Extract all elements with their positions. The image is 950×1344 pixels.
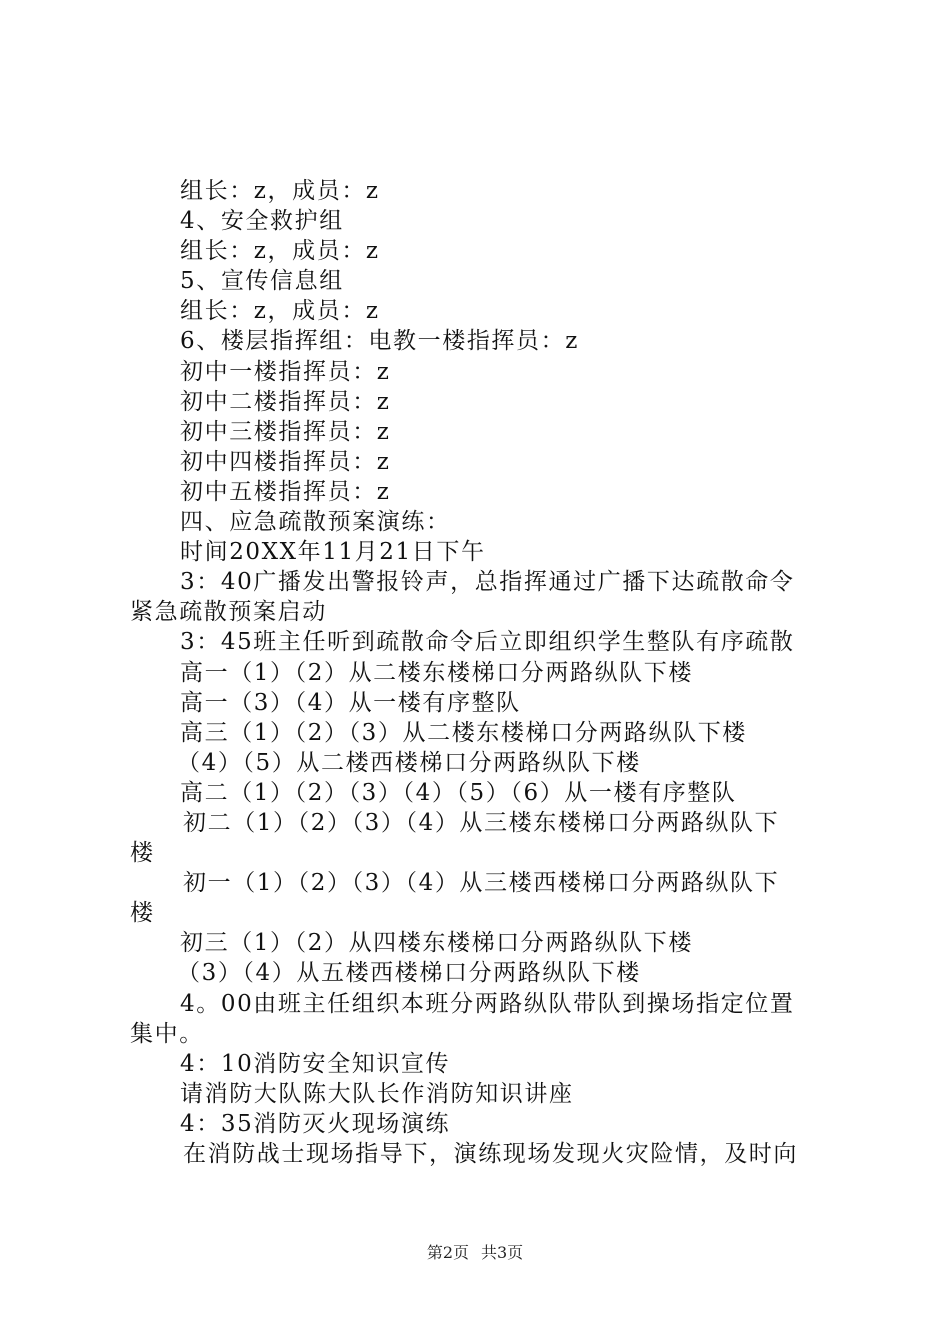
text-line: 高一（3）（4）从一楼有序整队 bbox=[180, 689, 521, 716]
text-line: 楼 bbox=[130, 900, 155, 927]
text-line: 初一（1）（2）（3）（4）从三楼西楼梯口分两路纵队下 bbox=[183, 870, 780, 897]
page-number: 第2页 bbox=[426, 1243, 469, 1262]
text-line: 初中四楼指挥员：z bbox=[180, 448, 391, 475]
text-line: 组长：z，成员：z bbox=[180, 238, 380, 265]
text-line: 楼 bbox=[130, 840, 155, 867]
text-line: 组长：z，成员：z bbox=[180, 298, 380, 325]
text-line: 4、安全救护组 bbox=[180, 208, 344, 235]
text-line: 3：45班主任听到疏散命令后立即组织学生整队有序疏散 bbox=[180, 629, 795, 656]
text-line: 初中一楼指挥员：z bbox=[180, 358, 391, 385]
text-line: 紧急疏散预案启动 bbox=[130, 599, 327, 626]
text-line: 4：35消防灭火现场演练 bbox=[180, 1110, 451, 1137]
text-line: 4：10消防安全知识宣传 bbox=[180, 1050, 451, 1077]
text-line: 时间20XX年11月21日下午 bbox=[180, 539, 486, 566]
text-line: 高二（1）（2）（3）（4）（5）（6）从一楼有序整队 bbox=[180, 779, 737, 806]
text-line: 初中二楼指挥员：z bbox=[180, 388, 391, 415]
text-line: 在消防战士现场指导下，演练现场发现火灾险情，及时向 bbox=[183, 1141, 798, 1167]
page-footer bbox=[0, 1243, 950, 1263]
text-line: 初中三楼指挥员：z bbox=[180, 418, 391, 445]
text-line: 初中五楼指挥员：z bbox=[180, 478, 391, 505]
text-line: 高一（1）（2）从二楼东楼梯口分两路纵队下楼 bbox=[180, 659, 693, 686]
text-line: 初二（1）（2）（3）（4）从三楼东楼梯口分两路纵队下 bbox=[183, 809, 780, 836]
page-total: 共3页 bbox=[481, 1243, 524, 1262]
text-line: （3）（4）从五楼西楼梯口分两路纵队下楼 bbox=[177, 960, 641, 987]
text-line: 高三（1）（2）（3）从二楼东楼梯口分两路纵队下楼 bbox=[180, 719, 747, 746]
document-body bbox=[130, 176, 830, 1169]
text-line: 5、宣传信息组 bbox=[180, 268, 344, 295]
text-line: 组长：z，成员：z bbox=[180, 178, 380, 204]
text-line: 初三（1）（2）从四楼东楼梯口分两路纵队下楼 bbox=[180, 930, 693, 957]
text-line: 4。00由班主任组织本班分两路纵队带队到操场指定位置 bbox=[180, 990, 795, 1017]
text-line: 四、应急疏散预案演练： bbox=[180, 509, 451, 536]
text-line: 请消防大队陈大队长作消防知识讲座 bbox=[180, 1080, 574, 1107]
text-line: （4）（5）从二楼西楼梯口分两路纵队下楼 bbox=[177, 749, 641, 776]
text-line: 集中。 bbox=[130, 1020, 204, 1047]
text-line: 3：40广播发出警报铃声，总指挥通过广播下达疏散命令 bbox=[180, 569, 795, 596]
text-line: 6、楼层指挥组：电教一楼指挥员：z bbox=[180, 328, 579, 355]
